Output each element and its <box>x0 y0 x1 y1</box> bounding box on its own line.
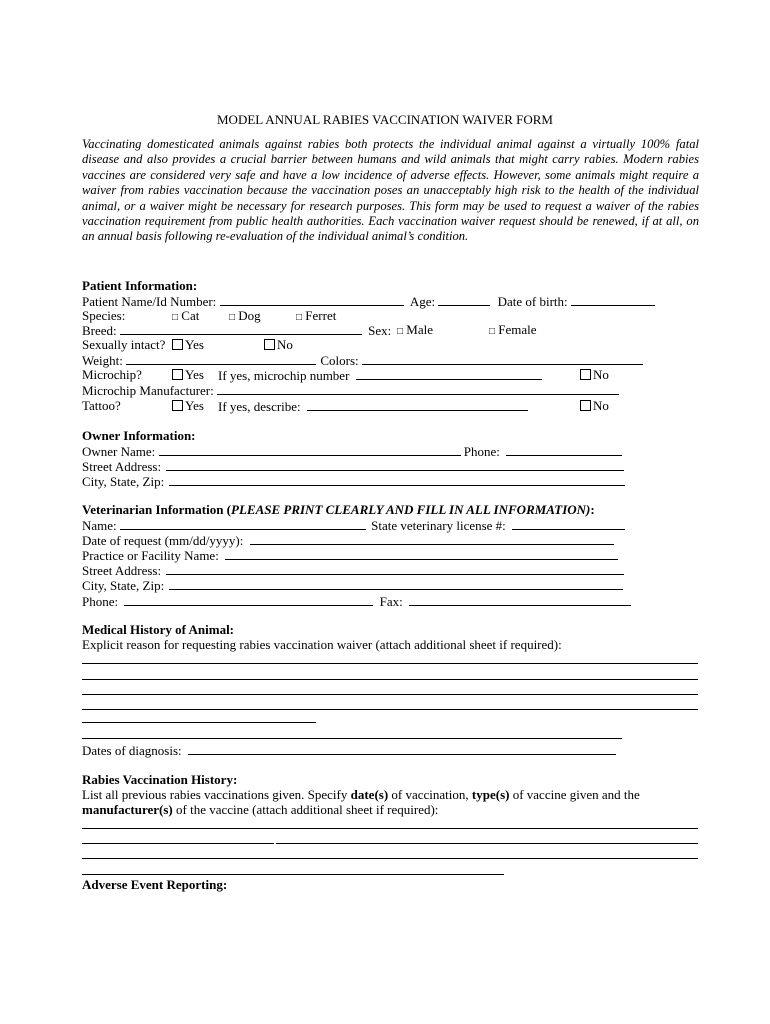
rabies-text-3: of vaccine given and the <box>509 787 640 802</box>
sex-male[interactable] <box>397 322 433 337</box>
owner-city-row <box>82 473 625 488</box>
age-field[interactable] <box>438 293 490 306</box>
vet-license-label: State veterinary license #: <box>371 518 506 533</box>
vet-phone-label: Phone: <box>82 594 119 609</box>
form-title: MODEL ANNUAL RABIES VACCINATION WAIVER FORM <box>217 112 553 127</box>
checkbox-icon: □ <box>489 326 496 337</box>
vet-phone-row <box>82 593 631 608</box>
checkbox-icon <box>580 400 591 411</box>
owner-phone-field[interactable] <box>506 443 622 456</box>
sex-label: Sex: <box>368 323 392 338</box>
rabies-text-1: List all previous rabies vaccinations given. Specify <box>82 787 351 802</box>
microchip-number-group <box>218 367 542 382</box>
tattoo-describe-label: If yes, describe: <box>218 399 301 414</box>
weight-row <box>82 352 643 367</box>
tattoo-describe-group <box>218 398 528 413</box>
vet-heading <box>82 502 595 517</box>
species-ferret[interactable] <box>296 308 336 323</box>
tattoo-no[interactable] <box>580 398 609 413</box>
species-ferret-label: Ferret <box>305 308 337 323</box>
owner-heading: Owner Information: <box>82 428 196 443</box>
rabies-history-line-3[interactable] <box>82 858 698 859</box>
rabies-text-types: type(s) <box>471 787 510 802</box>
microchip-label: Microchip? <box>82 367 142 382</box>
owner-city-field[interactable] <box>169 473 625 486</box>
vet-street-field[interactable] <box>166 562 624 575</box>
breed-row <box>82 322 391 337</box>
microchip-yes-label: Yes <box>185 367 204 382</box>
microchip-yes[interactable] <box>172 367 204 382</box>
vet-city-row <box>82 577 623 592</box>
intact-yes[interactable] <box>172 337 204 352</box>
vet-date-row <box>82 532 614 547</box>
breed-field[interactable] <box>120 322 362 335</box>
species-label: Species: <box>82 308 126 323</box>
diagnosis-field[interactable] <box>188 742 616 755</box>
owner-street-label: Street Address: <box>82 459 162 474</box>
species-dog-label: Dog <box>238 308 261 323</box>
rabies-heading: Rabies Vaccination History: <box>82 772 238 787</box>
rabies-history-line-1[interactable] <box>82 828 698 829</box>
diagnosis-label: Dates of diagnosis: <box>82 743 182 758</box>
vet-fax-field[interactable] <box>409 593 631 606</box>
checkbox-icon: □ <box>229 312 236 323</box>
species-cat[interactable] <box>172 308 199 323</box>
vet-date-field[interactable] <box>250 532 614 545</box>
vet-street-row <box>82 562 624 577</box>
vet-city-field[interactable] <box>169 577 623 590</box>
checkbox-icon <box>264 339 275 350</box>
checkbox-icon: □ <box>397 326 404 337</box>
owner-name-field[interactable] <box>159 443 461 456</box>
medical-reason-line-6[interactable] <box>82 738 622 739</box>
manufacturer-row <box>82 382 619 397</box>
tattoo-yes-label: Yes <box>185 398 204 413</box>
dob-label: Date of birth: <box>497 294 568 309</box>
tattoo-describe-field[interactable] <box>307 398 528 411</box>
vet-heading-note: PLEASE PRINT CLEARLY AND FILL IN ALL INFORMATION) <box>231 502 591 517</box>
rabies-text-manufacturer: manufacturer(s) <box>82 802 173 817</box>
dob-field[interactable] <box>571 293 655 306</box>
adverse-heading: Adverse Event Reporting: <box>82 877 228 892</box>
manufacturer-field[interactable] <box>217 382 619 395</box>
microchip-no[interactable] <box>580 367 609 382</box>
checkbox-icon <box>580 369 591 380</box>
rabies-history-line-2b[interactable] <box>276 843 698 844</box>
species-dog[interactable] <box>229 308 261 323</box>
vet-street-label: Street Address: <box>82 563 162 578</box>
colors-label: Colors: <box>320 353 359 368</box>
rabies-text-dates: date(s) <box>350 787 389 802</box>
tattoo-no-label: No <box>593 398 609 413</box>
patient-name-label: Patient Name/Id Number: <box>82 294 217 309</box>
weight-label: Weight: <box>82 353 123 368</box>
medical-reason-line-3[interactable] <box>82 694 698 695</box>
intact-yes-label: Yes <box>185 337 204 352</box>
owner-name-label: Owner Name: <box>82 444 156 459</box>
vet-practice-label: Practice or Facility Name: <box>82 548 219 563</box>
rabies-text-2: of vaccination, <box>388 787 472 802</box>
sex-female-label: Female <box>498 322 537 337</box>
vet-heading-end: : <box>590 502 595 517</box>
owner-street-row <box>82 458 624 473</box>
vet-fax-label: Fax: <box>379 594 403 609</box>
medical-reason-line-5[interactable] <box>82 722 316 723</box>
medical-reason-label: Explicit reason for requesting rabies vaccination waiver (attach additional sheet if required): <box>82 637 562 652</box>
sex-male-label: Male <box>406 322 434 337</box>
rabies-text-4: of the vaccine (attach additional sheet if required): <box>172 802 439 817</box>
medical-heading: Medical History of Animal: <box>82 622 235 637</box>
rabies-instructions-2 <box>82 802 438 817</box>
species-row <box>82 308 125 323</box>
medical-reason-line-2[interactable] <box>82 679 698 680</box>
tattoo-label: Tattoo? <box>82 398 121 413</box>
intact-label: Sexually intact? <box>82 337 166 352</box>
tattoo-yes[interactable] <box>172 398 204 413</box>
checkbox-icon: □ <box>296 312 303 323</box>
checkbox-icon <box>172 369 183 380</box>
microchip-no-label: No <box>593 367 609 382</box>
breed-label: Breed: <box>82 323 117 338</box>
microchip-number-label: If yes, microchip number <box>218 368 350 383</box>
patient-name-field[interactable] <box>220 293 404 306</box>
vet-license-field[interactable] <box>512 517 625 530</box>
intact-no-label: No <box>277 337 293 352</box>
checkbox-icon <box>172 339 183 350</box>
medical-reason-line-4[interactable] <box>82 709 698 710</box>
owner-phone-label: Phone: <box>463 444 500 459</box>
rabies-history-line-4[interactable] <box>82 874 504 875</box>
patient-heading: Patient Information: <box>82 278 198 293</box>
vet-name-row <box>82 517 625 532</box>
owner-street-field[interactable] <box>166 458 624 471</box>
intact-no[interactable] <box>264 337 293 352</box>
age-label: Age: <box>409 294 436 309</box>
species-cat-label: Cat <box>181 308 200 323</box>
vet-date-label: Date of request (mm/dd/yyyy): <box>82 533 244 548</box>
sex-female[interactable] <box>489 322 537 337</box>
diagnosis-row <box>82 742 616 757</box>
intact-row <box>82 337 165 352</box>
vet-heading-text: Veterinarian Information ( <box>82 502 232 517</box>
microchip-number-field[interactable] <box>356 367 542 380</box>
manufacturer-label: Microchip Manufacturer: <box>82 383 214 398</box>
vet-practice-row <box>82 547 618 562</box>
rabies-history-line-2a[interactable] <box>82 843 274 844</box>
intro-paragraph: Vaccinating domesticated animals against rabies both protects the individual animal against a virtually 100% fatal disease and also provides a crucial barrier between humans and wild animals that might carry rabies. Modern rabies vaccines are considered very safe and have a low incidence of adverse effects. However, some animals might require a waiver from rabies vaccination because the vaccination poses an unacceptably high risk to the health of the individual animal, or a waiver might be necessary for research purposes. This form may be used to request a waiver of the rabies vaccination requirement from public health authorities. Each vaccination waiver request should be renewed, if at all, on an annual basis following re-evaluation of the individual animal’s condition. <box>82 137 699 244</box>
microchip-row <box>82 367 142 382</box>
vet-name-field[interactable] <box>120 517 366 530</box>
patient-name-row <box>82 293 655 308</box>
medical-reason-line-1[interactable] <box>82 663 698 664</box>
owner-city-label: City, State, Zip: <box>82 474 165 489</box>
vet-city-label: City, State, Zip: <box>82 578 165 593</box>
vet-phone-field[interactable] <box>124 593 373 606</box>
tattoo-row <box>82 398 121 413</box>
owner-name-row <box>82 443 622 458</box>
vet-practice-field[interactable] <box>225 547 618 560</box>
colors-field[interactable] <box>362 352 643 365</box>
rabies-instructions-1 <box>82 787 640 802</box>
checkbox-icon: □ <box>172 312 179 323</box>
vet-name-label: Name: <box>82 518 117 533</box>
weight-field[interactable] <box>126 352 316 365</box>
checkbox-icon <box>172 400 183 411</box>
